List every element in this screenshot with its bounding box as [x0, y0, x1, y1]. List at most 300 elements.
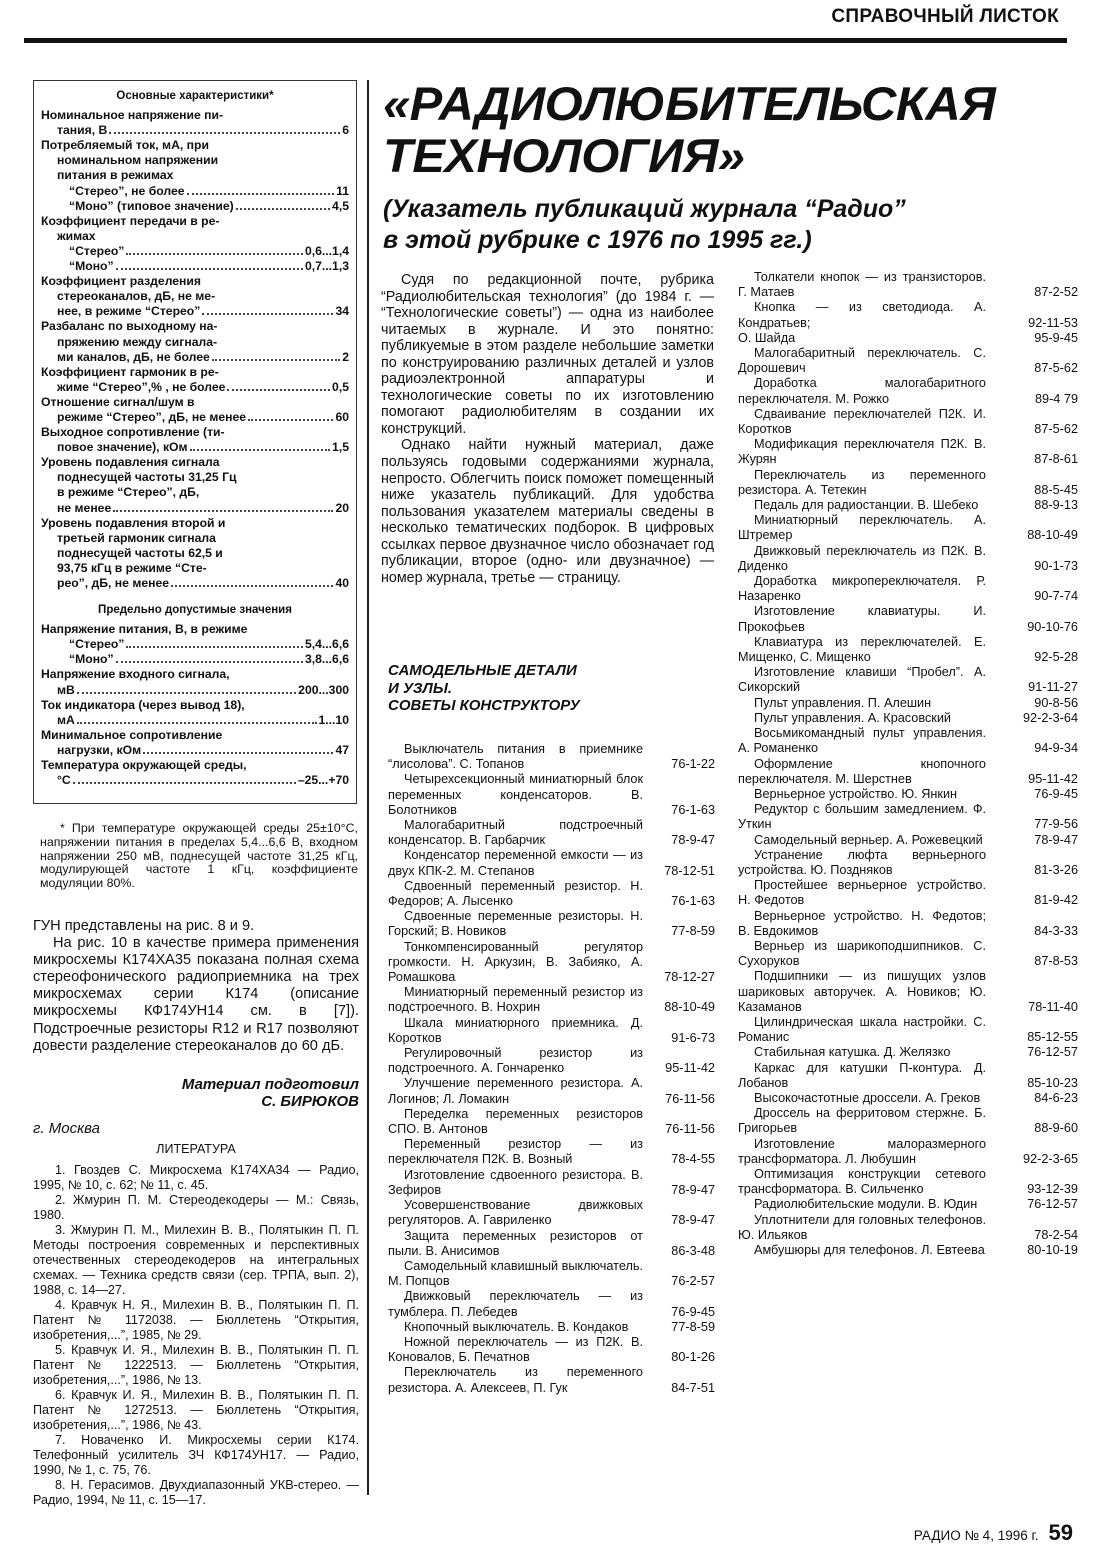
body-text	[33, 918, 359, 1055]
index-entry	[738, 833, 1078, 848]
spec-row	[41, 199, 349, 214]
index-entry	[388, 1137, 715, 1167]
entry-reference: 76-2-57	[671, 1274, 715, 1289]
entry-reference: 92-2-3-65	[1022, 1151, 1078, 1166]
entry-reference: 92-2-3-64	[1022, 710, 1078, 725]
entry-reference: 90-1-73	[1034, 558, 1078, 573]
entry-reference: 94-9-34	[1034, 741, 1078, 756]
index-entry	[738, 437, 1078, 467]
spec-row	[41, 637, 349, 652]
entry-reference: 86-3-48	[671, 1243, 715, 1258]
entry-title: Регулировочный резистор из подстроечного. А. Гончаренко	[388, 1046, 643, 1076]
entry-title: Переменный резистор — из переключателя П2К. В. Возный	[388, 1137, 643, 1167]
index-entry	[738, 1091, 1078, 1106]
spec-label: °С	[57, 773, 71, 788]
spec-label-line: 93,75 кГц в режиме “Сте-	[57, 560, 207, 575]
index-entry	[738, 346, 1078, 376]
spec-label-line: поднесущей частоты 31,25 Гц	[57, 470, 237, 485]
spec-label: мВ	[57, 682, 75, 697]
index-entry	[738, 1213, 1078, 1243]
index-entry	[738, 1243, 1078, 1258]
reference-list	[33, 1163, 359, 1508]
index-entry	[738, 1106, 1078, 1136]
dot-leader	[126, 646, 303, 648]
entry-title: Пульт управления. А. Красовский	[754, 710, 952, 725]
entry-title: Пульт управления. П. Алешин	[754, 695, 932, 710]
spec-label: “Моно”	[69, 652, 114, 667]
spec-value: 1,5	[332, 440, 349, 455]
index-entry	[388, 772, 715, 818]
article-title	[383, 78, 1090, 182]
entry-reference: 76-9-45	[1034, 786, 1078, 801]
entry-title: Миниатюрный переключатель. А. Штремер	[738, 513, 986, 543]
entry-title: Редуктор с большим замедлением. Ф. Уткин	[738, 802, 986, 832]
index-entry	[388, 1016, 715, 1046]
index-entry	[388, 985, 715, 1015]
index-entry	[738, 468, 1078, 498]
spec-label-line: Коэффициент передачи в ре-	[41, 213, 220, 228]
running-head: СПРАВОЧНЫЙ ЛИСТОК	[831, 6, 1059, 27]
reference-item: 7. Новаченко И. Микросхемы серии К174. Телефонный усилитель ЗЧ КФ174УН17. — Радио, 1990, № 1, с. 75, 76.	[33, 1433, 359, 1477]
header-rule	[24, 38, 1067, 43]
index-entry	[738, 498, 1078, 513]
entry-reference: 84-6-23	[1034, 1090, 1078, 1105]
spec-label-line: пряжению между сигнала-	[57, 334, 218, 349]
dot-leader	[109, 132, 340, 134]
entry-title: Кнопочный выключатель. В. Кондаков	[404, 1319, 629, 1334]
entry-reference: 77-8-59	[671, 1319, 715, 1334]
entry-reference: 88-9-13	[1034, 498, 1078, 513]
index-entry	[388, 818, 715, 848]
entry-title: Верньерное устройство. Н. Федотов; В. Евдокимов	[738, 908, 986, 938]
entry-title: Модификация переключателя П2К. В. Журян	[738, 437, 986, 467]
entry-title: Изготовление малоразмерного трансформатора. Л. Любушин	[738, 1136, 986, 1166]
spec-items	[41, 108, 349, 591]
entry-title: Переключатель из переменного резистора. А. Алексеев, П. Гук	[388, 1365, 643, 1395]
reference-item: 3. Жмурин П. М., Милехин В. В., Полятыкин П. П. Методы построения современных и перспективных отечественных стереодекодеров на интегральных схемах. — Техника средств связи (сер. ТРПА, вып. 2), 1988, с. 14—27.	[33, 1223, 359, 1297]
entry-title: Устранение люфта верньерного устройства. Ю. Поздняков	[738, 847, 986, 877]
index-entry	[738, 1167, 1078, 1197]
index-entry	[388, 848, 715, 878]
entry-reference: 76-9-45	[671, 1304, 715, 1319]
spec-row	[41, 652, 349, 667]
entry-title: Кнопка — из светодиода. А. Кондратьев;	[738, 300, 986, 330]
index-entry	[388, 1335, 715, 1365]
entry-title: Изготовление клавиатуры. И. Прокофьев	[738, 604, 986, 634]
dot-leader	[113, 510, 333, 512]
intro-paragraph: Судя по редакционной почте, рубрика “Радиолюбительская технология” (до 1984 г. — “Технологические советы”) — одна из наиболее читаемых в журнале. И это понятно: публикуемые в этом разделе небольшие заметки по конструированию различных деталей и узлов радиоэлектронной аппаратуры и технологические советы по их изготовлению помогают радиолюбителям в создании их конструкций.	[381, 272, 714, 437]
spec-label: повое значение), кОм	[57, 440, 188, 455]
spec-label-line: Номинальное напряжение пи-	[41, 108, 224, 123]
spec-label-line: Напряжение питания, В, в режиме	[41, 622, 248, 637]
entry-title: Изготовление клавиши “Пробел”. А. Сикорский	[738, 665, 986, 695]
spec-label-line: Выходное сопротивление (ти-	[41, 425, 225, 440]
spec-value: 11	[336, 183, 349, 198]
entry-title: Доработка малогабаритного переключателя. М. Рожко	[738, 376, 986, 406]
spec-row	[41, 259, 349, 274]
entry-reference: 87-2-52	[1034, 285, 1078, 300]
entry-reference: 91-6-73	[671, 1030, 715, 1045]
index-entry	[388, 1198, 715, 1228]
entry-reference: 90-7-74	[1034, 589, 1078, 604]
spec-row	[41, 773, 349, 788]
spec-label-line: третьей гармоник сигнала	[57, 530, 216, 545]
dot-leader	[77, 722, 317, 724]
index-entry	[388, 1365, 715, 1395]
entry-reference: 88-9-60	[1034, 1121, 1078, 1136]
entry-title: Изготовление сдвоенного резистора. В. Зефиров	[388, 1167, 643, 1197]
index-entry	[738, 544, 1078, 574]
spec-value: 2	[342, 349, 349, 364]
city: г. Москва	[33, 1120, 100, 1137]
dot-leader	[190, 449, 330, 451]
entry-reference: 78-12-27	[664, 970, 715, 985]
index-column-1	[388, 742, 715, 1396]
entry-title: Четырехсекционный миниатюрный блок переменных конденсаторов. В. Болотников	[388, 772, 643, 817]
index-entry	[738, 787, 1078, 802]
spec-label-line: Уровень подавления второй и	[41, 515, 226, 530]
column-rule	[367, 80, 369, 1495]
entry-title: Выключатель питания в приемнике “лисолова”. С. Топанов	[388, 742, 643, 772]
entry-reference: 76-11-56	[665, 1122, 715, 1137]
spec-label: не менее	[57, 500, 112, 515]
spec-label-line: питания в режимах	[57, 168, 174, 183]
entry-reference: 85-10-23	[1027, 1075, 1078, 1090]
entry-reference: 95-11-42	[1028, 771, 1078, 786]
spec-value: 0,7...1,3	[304, 259, 349, 274]
spec-label-line: Потребляемый ток, мА, при	[41, 138, 209, 153]
entry-title: Толкатели кнопок — из транзисторов. Г. Матаев	[738, 270, 986, 300]
entry-reference: 77-9-56	[1034, 817, 1078, 832]
entry-title: Восьмикомандный пульт управления. А. Романенко	[738, 726, 986, 756]
spec-row	[41, 501, 349, 516]
entry-reference: 78-9-47	[671, 1182, 715, 1197]
spec-value: 1...10	[318, 712, 349, 727]
spec-value: 4,5	[332, 198, 349, 213]
index-entry	[388, 1046, 715, 1076]
body-paragraph: ГУН представлены на рис. 8 и 9.	[33, 918, 255, 934]
entry-reference: 84-3-33	[1034, 923, 1078, 938]
entry-title: Переключатель из переменного резистора. А. Тетекин	[738, 467, 986, 497]
spec-value: 0,5	[332, 379, 349, 394]
folio	[914, 1520, 1073, 1546]
index-entry	[738, 574, 1078, 604]
entry-reference: 91-11-27	[1028, 680, 1078, 695]
spec-row	[41, 350, 349, 365]
spec-value: 34	[335, 304, 349, 319]
spec-label: режиме “Стерео”, дБ, не менее	[57, 409, 247, 424]
spec-label: “Моно” (типовое значение)	[69, 198, 234, 213]
spec-value: 0,6...1,4	[304, 243, 349, 258]
spec-box	[33, 80, 357, 804]
index-entry	[738, 1061, 1078, 1091]
entry-reference: 78-9-47	[671, 833, 715, 848]
entry-reference: 89-4 79	[1034, 391, 1078, 406]
entry-reference: 88-10-49	[1027, 528, 1078, 543]
spec-label-line: поднесущей частоты 62,5 и	[57, 545, 223, 560]
index-entry	[738, 1197, 1078, 1212]
entry-reference: 76-1-63	[671, 894, 715, 909]
entry-title: Уплотнители для головных телефонов. Ю. Ильяков	[738, 1212, 986, 1242]
entry-title: Переделка переменных резисторов СПО. В. Антонов	[388, 1106, 643, 1137]
spec-label-line: в режиме “Стерео”, дБ,	[57, 485, 200, 500]
index-entry	[738, 726, 1078, 756]
author-credit	[100, 1076, 359, 1110]
entry-title: Самодельный верньер. А. Рожевецкий	[754, 832, 983, 847]
dot-leader	[116, 661, 303, 663]
entry-reference: 87-8-61	[1034, 452, 1078, 467]
spec-value: 47	[335, 742, 349, 757]
entry-reference: 85-12-55	[1027, 1030, 1078, 1045]
spec-label: нагрузки, кОм	[57, 742, 142, 757]
entry-title: Самодельный клавишный выключатель. М. Попцов	[388, 1258, 643, 1289]
entry-reference: 90-10-76	[1027, 619, 1078, 634]
index-column-2	[738, 270, 1078, 1258]
entry-title: Оформление кнопочного переключателя. М. Шерстнев	[738, 756, 986, 786]
spec-label: “Стерео”	[69, 637, 125, 652]
entry-title: Подшипники — из пишущих узлов шариковых авторучек. А. Новиков; Ю. Казаманов	[738, 969, 986, 1014]
index-entry	[388, 1229, 715, 1259]
literature-title: ЛИТЕРАТУРА	[156, 1142, 236, 1156]
entry-reference: 80-1-26	[671, 1350, 715, 1365]
dot-leader	[227, 389, 330, 391]
entry-title: Конденсатор переменной емкости — из двух КПК-2. М. Степанов	[388, 848, 643, 878]
index-entry	[738, 331, 1078, 346]
index-entry	[738, 665, 1078, 695]
spec-label: “Стерео”	[69, 243, 125, 258]
entry-title: Стабильная катушка. Д. Желязко	[754, 1045, 951, 1060]
issue-label: РАДИО № 4, 1996 г.	[913, 1528, 1039, 1543]
index-entry	[738, 376, 1078, 406]
index-entry	[388, 1259, 715, 1289]
index-entry	[738, 848, 1078, 878]
article-title-line: ТЕХНОЛОГИЯ»	[383, 129, 745, 182]
entry-title: Доработка микропереключателя. Р. Назаренко	[738, 574, 986, 604]
spec-label-line: Коэффициент разделения	[41, 274, 202, 289]
entry-title: Радиолюбительские модули. В. Юдин	[754, 1197, 978, 1212]
index-entry	[738, 909, 1078, 939]
entry-reference: 78-2-54	[1034, 1227, 1078, 1242]
spec-value: 5,4...6,6	[304, 637, 349, 652]
entry-title: Цилиндрическая шкала настройки. С. Романис	[738, 1014, 986, 1045]
index-entry	[738, 969, 1078, 1015]
article-intro	[381, 272, 714, 586]
dot-leader	[143, 752, 333, 754]
entry-reference: 80-10-19	[1027, 1243, 1078, 1257]
spec-value: 40	[335, 576, 349, 590]
spec-row	[41, 380, 349, 395]
section-heading-line: САМОДЕЛЬНЫЕ ДЕТАЛИ	[388, 662, 577, 679]
index-entry	[388, 879, 715, 909]
entry-reference: 92-5-28	[1034, 650, 1078, 665]
author-name: С. БИРЮКОВ	[261, 1093, 359, 1110]
spec-label: “Стерео”, не более	[69, 183, 185, 198]
index-entry	[388, 1107, 715, 1137]
entry-title: Дроссель на ферритовом стержне. Б. Григорьев	[738, 1106, 986, 1136]
article-title-line: «РАДИОЛЮБИТЕЛЬСКАЯ	[383, 77, 996, 130]
index-entry	[738, 407, 1078, 437]
entry-title: Малогабаритный подстроечный конденсатор. В. Гарбарчик	[388, 818, 643, 848]
index-entry	[738, 939, 1078, 969]
entry-reference: 76-12-57	[1027, 1045, 1078, 1060]
spec-value: 60	[335, 409, 349, 424]
entry-title: Шкала миниатюрного приемника. Д. Коротков	[388, 1015, 643, 1045]
entry-title: Движковый переключатель — из тумблера. П. Лебедев	[388, 1289, 643, 1319]
spec-label: жиме “Стерео”,% , не более	[57, 379, 226, 394]
entry-reference: 84-7-51	[671, 1380, 715, 1395]
limits-title: Предельно допустимые значения	[98, 604, 292, 617]
entry-title: Простейшее верньерное устройство. Н. Федотов	[738, 878, 986, 908]
entry-reference: 93-12-39	[1027, 1182, 1078, 1197]
dot-leader	[202, 313, 333, 315]
spec-label: рео”, дБ, не менее	[57, 576, 170, 590]
dot-leader	[126, 253, 303, 255]
article-subtitle	[383, 194, 1043, 256]
dot-leader	[212, 359, 340, 361]
index-entry	[738, 270, 1078, 300]
entry-reference: 87-5-62	[1034, 422, 1078, 437]
entry-reference: 81-9-42	[1034, 893, 1078, 908]
spec-row	[41, 244, 349, 259]
entry-reference: 92-11-53	[1028, 315, 1078, 330]
entry-reference: 90-8-56	[1034, 695, 1078, 710]
entry-reference: 78-11-40	[1028, 999, 1078, 1014]
dot-leader	[73, 782, 296, 784]
spec-value: 200...300	[298, 682, 349, 697]
index-entry	[738, 1137, 1078, 1167]
spec-label-line: Отношение сигнал/шум в	[41, 394, 195, 409]
index-entry	[738, 802, 1078, 832]
author-credit-label: Материал подготовил	[181, 1076, 359, 1093]
entry-title: Амбушюры для телефонов. Л. Евтеева	[754, 1243, 985, 1257]
spec-label-line: Минимальное сопротивление	[41, 727, 223, 742]
spec-box-title: Основные характеристики*	[116, 90, 274, 102]
index-entry	[388, 940, 715, 986]
spec-row	[41, 743, 349, 758]
entry-title: Тонкомпенсированный регулятор громкости. Н. Аркузин, В. Забияко, А. Ромашкова	[388, 939, 643, 985]
spec-row	[41, 713, 349, 728]
spec-label-line: Температура окружающей среды,	[41, 758, 247, 773]
entry-title: Верньер из шарикоподшипников. С. Сухоруков	[738, 938, 986, 969]
entry-title: Высокочастотные дроссели. А. Греков	[754, 1090, 981, 1105]
entry-reference: 78-9-47	[1034, 832, 1078, 847]
reference-item: 6. Кравчук И. Я., Милехин В. В., Полятыкин П. П. Патент № 1272513. — Бюллетень “Открытия, изобретения,...”, 1986, № 43.	[33, 1388, 359, 1432]
footnote: * При температуре окружающей среды 25±10°С, напряжении питания в пределах 5,4...6,6 В, входном напряжении 250 мВ, поднесущей частоте 31,25 кГц, модулирующей частоте 1 кГц, коэффициенте модуляции 80%.	[40, 821, 358, 891]
article-subtitle-line: в этой рубрике с 1976 по 1995 гг.)	[383, 226, 812, 254]
entry-title: Миниатюрный переменный резистор из подстроечного. В. Нохрин	[388, 985, 643, 1015]
spec-label: тания, В	[57, 123, 108, 138]
spec-label: нее, в режиме “Стерео”	[57, 304, 201, 319]
index-entry	[738, 878, 1078, 908]
spec-label-line: жимах	[57, 228, 96, 243]
reference-item: 2. Жмурин П. М. Стереодекодеры — М.: Связь, 1980.	[33, 1193, 359, 1222]
reference-item: 8. Н. Герасимов. Двухдиапазонный УКВ-стерео. — Радио, 1994, № 11, с. 15—17.	[33, 1478, 359, 1507]
index-entry	[388, 742, 715, 772]
spec-value: 3,8...6,6	[304, 652, 349, 667]
entry-title: Движковый переключатель из П2К. В. Диденко	[738, 543, 986, 573]
spec-row	[41, 184, 349, 199]
dot-leader	[116, 268, 303, 270]
spec-label-line: стереоканалов, дБ, не ме-	[57, 289, 216, 304]
spec-label-line: Коэффициент гармоник в ре-	[41, 364, 219, 379]
entry-reference: 95-11-42	[665, 1061, 715, 1076]
entry-reference: 76-1-22	[671, 757, 715, 772]
entry-title: Сдвоенные переменные резисторы. Н. Горский; В. Новиков	[388, 909, 643, 939]
index-entry	[738, 300, 1078, 330]
entry-reference: 76-1-63	[671, 802, 715, 817]
spec-label-line: Напряжение входного сигнала,	[41, 667, 230, 682]
spec-row	[41, 440, 349, 455]
spec-row	[41, 123, 349, 138]
index-entry	[738, 513, 1078, 543]
entry-reference: 76-11-56	[665, 1091, 715, 1106]
entry-title: Клавиатура из переключателей. Е. Мищенко, С. Мищенко	[738, 634, 986, 665]
dot-leader	[236, 208, 330, 210]
entry-title: Педаль для радиостанции. В. Шебеко	[754, 498, 979, 513]
entry-title: Улучшение переменного резистора. А. Логинов; Л. Ломакин	[388, 1076, 643, 1106]
spec-label-line: номинальном напряжении	[57, 153, 219, 168]
spec-label: “Моно”	[69, 259, 114, 274]
entry-reference: 78-12-51	[664, 863, 715, 878]
entry-title: Ножной переключатель — из П2К. В. Коновалов, Б. Печатнов	[388, 1334, 643, 1365]
index-entry	[388, 1289, 715, 1319]
index-entry	[738, 696, 1078, 711]
entry-title: Усовершенствование движковых регуляторов. А. Гавриленко	[388, 1198, 643, 1228]
entry-reference: 88-5-45	[1034, 482, 1078, 497]
section-heading-line: И УЗЛЫ.	[388, 679, 453, 697]
spec-row	[41, 410, 349, 425]
index-entry	[388, 1168, 715, 1198]
index-entry	[738, 604, 1078, 634]
spec-value: –25...+70	[297, 773, 349, 788]
spec-label-line: Разбаланс по выходному на-	[41, 319, 218, 334]
entry-title: О. Шайда	[738, 330, 796, 345]
entry-title: Оптимизация конструкции сетевого трансформатора. В. Сильченко	[738, 1166, 986, 1197]
article-subtitle-line: (Указатель публикаций журнала “Радио”	[383, 195, 906, 223]
dot-leader	[187, 193, 335, 195]
index-entry	[738, 757, 1078, 787]
reference-item: 1. Гвоздев С. Микросхема К174ХА34 — Радио, 1995, № 10, с. 62; № 11, с. 45.	[33, 1163, 359, 1192]
dot-leader	[171, 585, 333, 587]
entry-title: Сдваивание переключателей П2К. И. Коротков	[738, 406, 986, 437]
entry-reference: 95-9-45	[1034, 330, 1078, 345]
reference-item: 5. Кравчук И. Я., Милехин В. В., Полятыкин П. П. Патент № 1222513. — Бюллетень “Открытия, изобретения,...”, 1986, № 13.	[33, 1343, 359, 1387]
entry-title: Малогабаритный переключатель. С. Дорошевич	[738, 346, 986, 376]
dot-leader	[248, 419, 333, 421]
spec-row	[41, 304, 349, 319]
index-entry	[388, 909, 715, 939]
limit-items	[41, 622, 349, 788]
entry-reference: 88-10-49	[664, 1000, 715, 1015]
spec-row	[41, 683, 349, 698]
body-paragraph: На рис. 10 в качестве примера применения микросхемы К174ХА35 показана полная схема стереофонического радиоприемника на трех микросхемах серии К174 (описание микросхемы КФ174УН14 см. в [7]). Подстроечные резисторы R12 и R17 позволяют довести разделение стереоканалов до 60 дБ.	[33, 935, 359, 1054]
index-entry	[738, 711, 1078, 726]
section-heading-line: СОВЕТЫ КОНСТРУКТОРУ	[388, 697, 580, 714]
entry-title: Защита переменных резисторов от пыли. В. Анисимов	[388, 1228, 643, 1258]
spec-label-line: Уровень подавления сигнала	[41, 455, 220, 470]
dot-leader	[77, 692, 296, 694]
entry-reference: 87-8-53	[1034, 954, 1078, 969]
index-entry	[388, 1076, 715, 1106]
index-entry	[738, 1015, 1078, 1045]
entry-reference: 77-8-59	[671, 924, 715, 939]
spec-value: 20	[335, 500, 349, 515]
spec-label: ми каналов, дБ, не более	[57, 349, 210, 364]
entry-reference: 87-5-62	[1034, 361, 1078, 376]
page-number: 59	[1048, 1520, 1073, 1545]
index-entry	[738, 1045, 1078, 1060]
index-entry	[738, 635, 1078, 665]
